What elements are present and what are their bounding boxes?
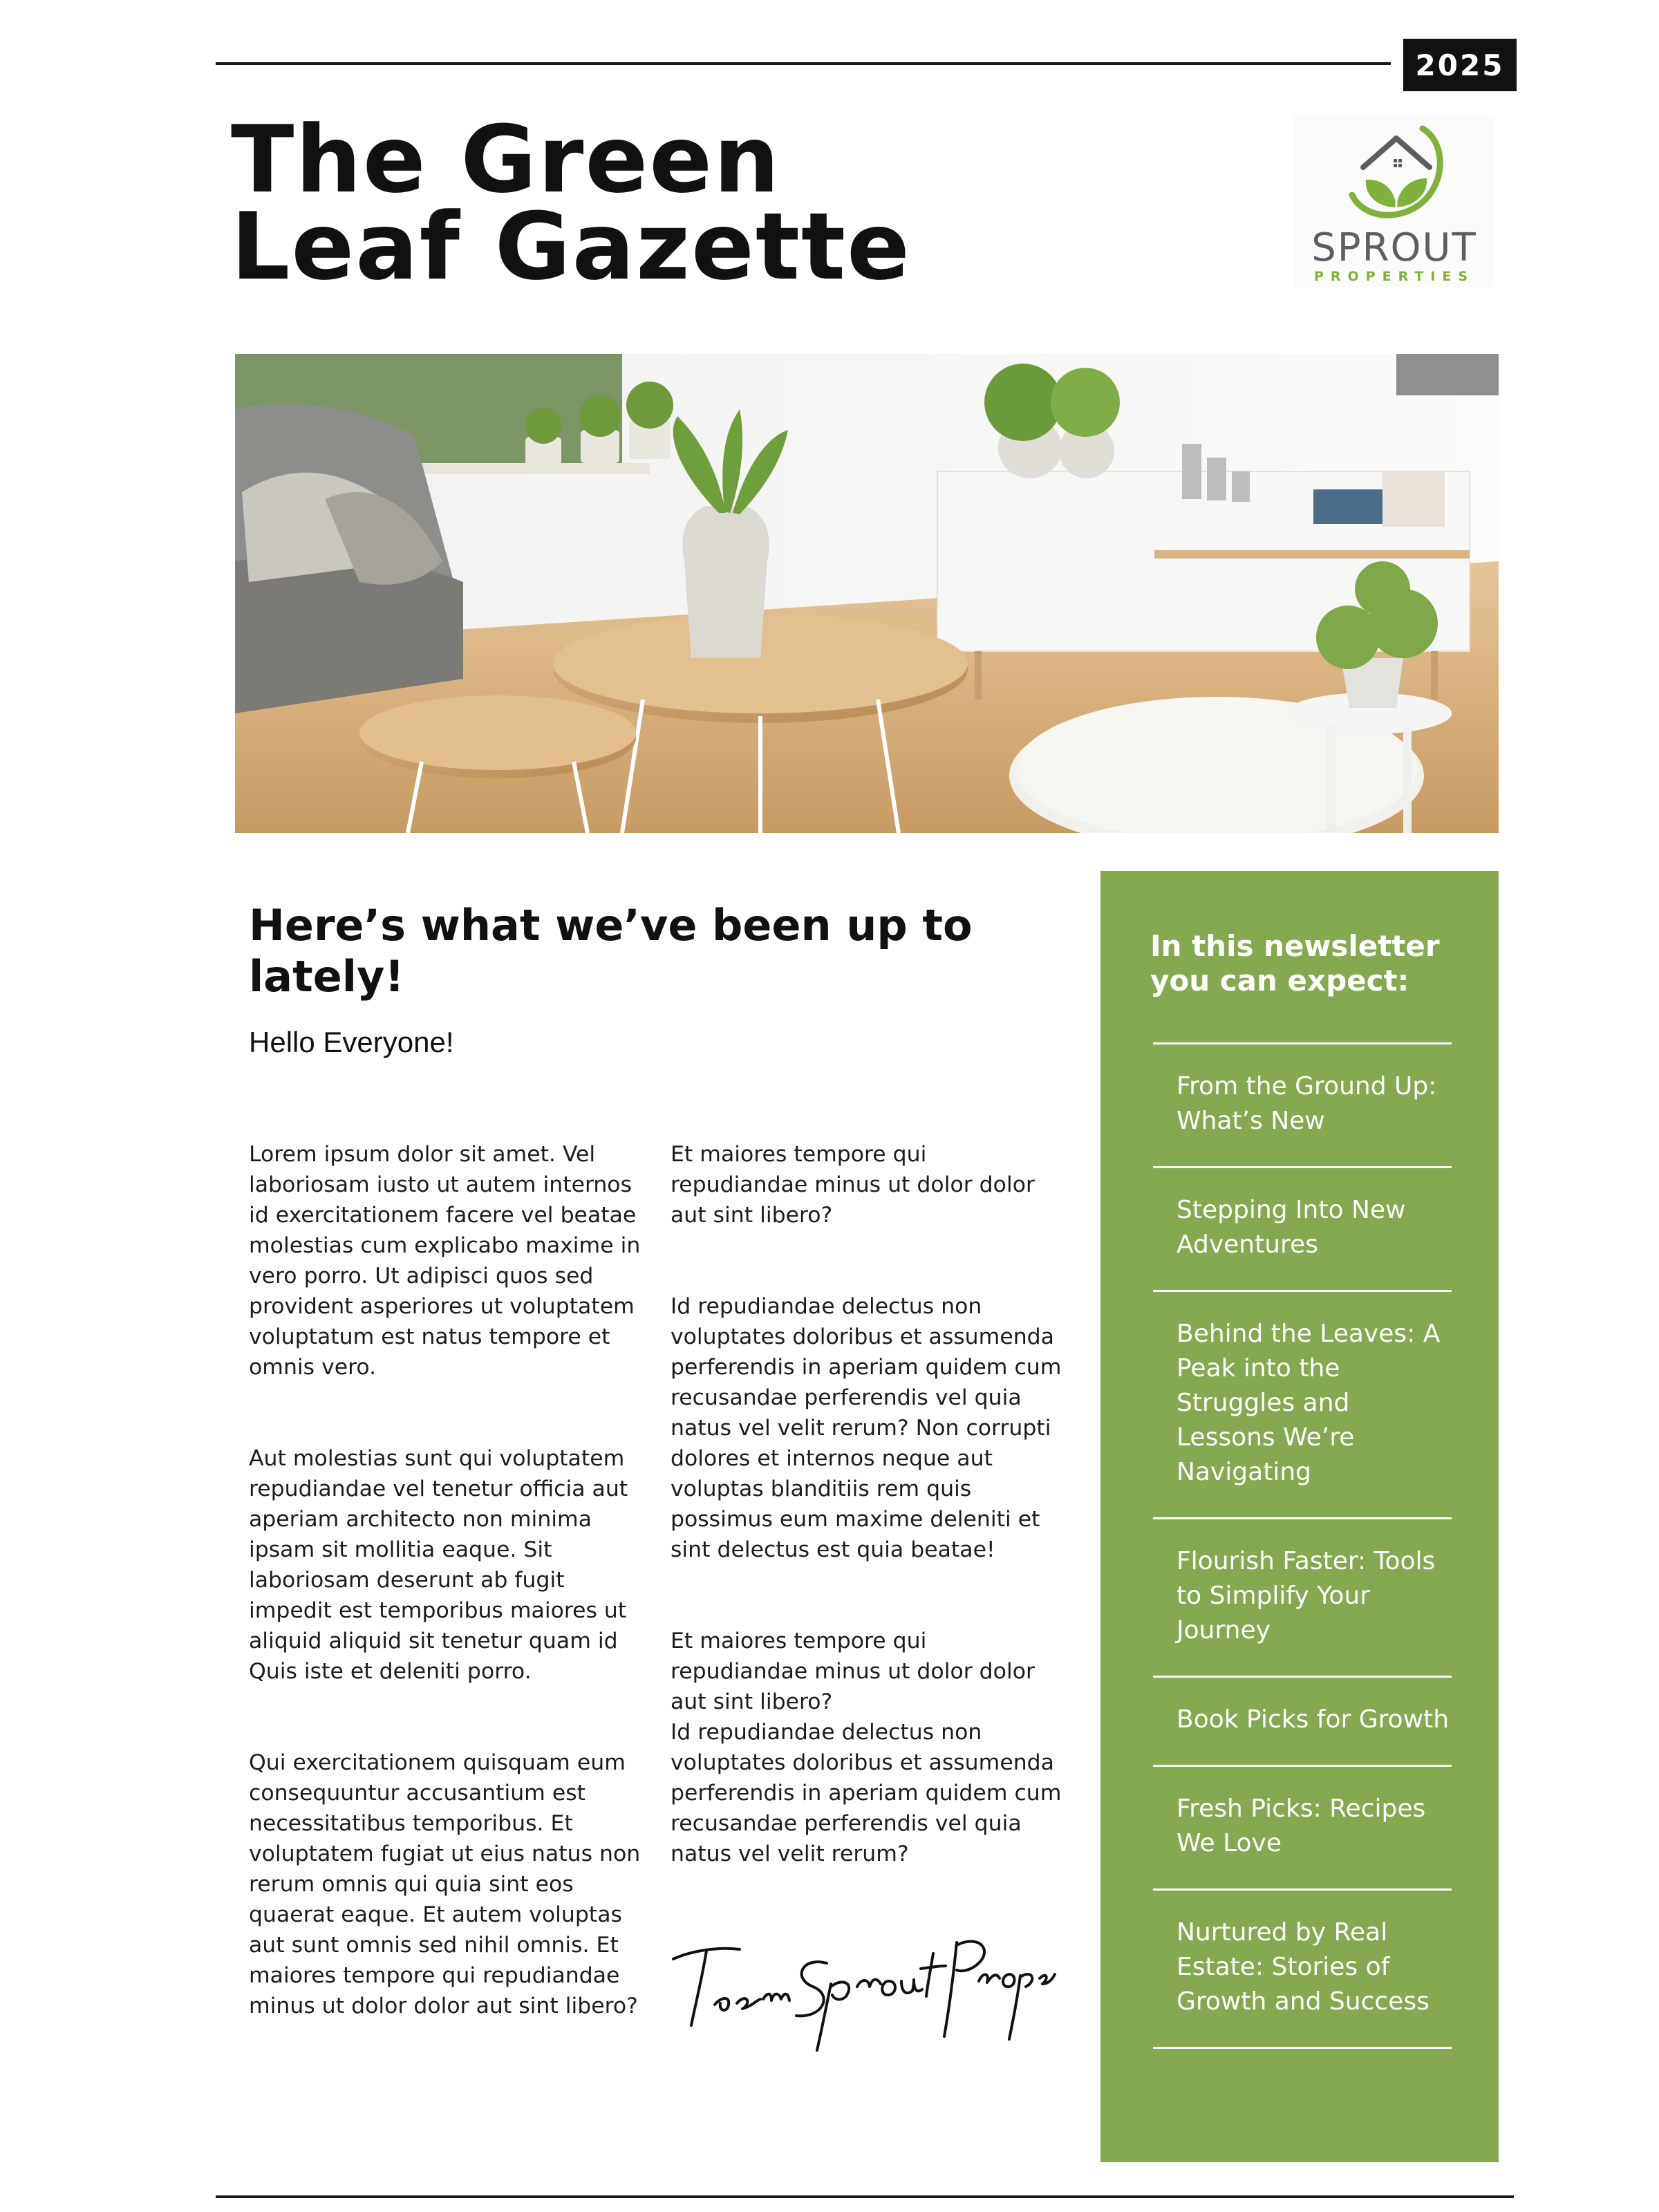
house-leaf-icon: [1335, 119, 1453, 227]
bottom-rule: [216, 2195, 1514, 2198]
handwritten-signature: [671, 1915, 1058, 2060]
contents-item: Flourish Faster: Tools to Simplify Your Journey: [1153, 1517, 1452, 1676]
title-line-2: Leaf Gazette: [231, 193, 911, 301]
contents-item: Stepping Into New Adventures: [1153, 1166, 1452, 1290]
logo-wordmark: SPROUT: [1311, 225, 1477, 270]
signature: [671, 1915, 1058, 2060]
contents-list: [1153, 1042, 1452, 2049]
newsletter-title: [231, 106, 911, 301]
year-badge: 2025: [1403, 39, 1517, 91]
living-room-photo: [235, 354, 1499, 833]
paragraph: Qui exercitationem quisquam eum consequuntur accusantium est necessitatibus temporibus. Et voluptatem fugiat ut eius natus non rerum omnis qui quia sint eos quaerat eaque. Et autem voluptas aut sunt omnis sed nihil omnis. Et maiores tempore qui repudiandae minus ut dolor dolor aut sint libero?: [249, 1750, 641, 2018]
title-line-1: The Green: [231, 106, 781, 214]
sidebar-heading: In this newsletter you can expect:: [1150, 929, 1440, 997]
living-room-illustration: [235, 354, 1499, 833]
sprout-properties-logo: [1294, 115, 1494, 288]
paragraph: Lorem ipsum dolor sit amet. Vel laboriosam iusto ut autem internos id exercitationem facere vel beatae molestias cum explicabo maxime in vero porro. Ut adipisci quos sed provident asperiores ut voluptatem voluptatum est natus tempore et omnis vero.: [249, 1142, 641, 1380]
paragraph: Id repudiandae delectus non voluptates doloribus et assumenda perferendis in aperiam quidem cum recusandae perferendis vel quia natus vel velit rerum? Non corrupti dolores et internos neque aut voluptas blanditiis rem quis possimus eum maxime deleniti et sint delectus est quia beatae!: [671, 1294, 1062, 1562]
paragraph: Aut molestias sunt qui voluptatem repudiandae vel tenetur officia aut aperiam architecto non minima ipsam sit mollitia eaque. Sit laboriosam deserunt ab fugit impedit est temporibus maiores ut aliquid aliquid sit tenetur quam id Quis iste et deleniti porro.: [249, 1446, 628, 1684]
contents-item: From the Ground Up: What’s New: [1153, 1042, 1452, 1166]
paragraph: Et maiores tempore qui repudiandae minus ut dolor dolor aut sint libero?: [671, 1142, 1035, 1228]
article-column-right: [671, 1109, 1065, 1930]
paragraph: Et maiores tempore qui repudiandae minus ut dolor dolor aut sint libero? Id repudiandae delectus non voluptates doloribus et assumenda perferendis in aperiam quidem cum recusandae perferendis vel quia natus vel velit rerum?: [671, 1629, 1062, 1866]
logo-tagline: PROPERTIES: [1313, 269, 1475, 284]
contents-item: Behind the Leaves: A Peak into the Struggles and Lessons We’re Navigating: [1153, 1290, 1452, 1517]
newsletter-sidebar: [1100, 871, 1499, 2162]
article-column-left: [249, 1109, 643, 2082]
article-heading: Here’s what we’ve been up to lately!: [249, 900, 973, 1002]
greeting: Hello Everyone!: [249, 1026, 454, 1058]
contents-item: Nurtured by Real Estate: Stories of Growth and Success: [1153, 1888, 1452, 2049]
top-rule: [216, 62, 1391, 65]
contents-item: Fresh Picks: Recipes We Love: [1153, 1765, 1452, 1888]
contents-item: Book Picks for Growth: [1153, 1676, 1452, 1765]
